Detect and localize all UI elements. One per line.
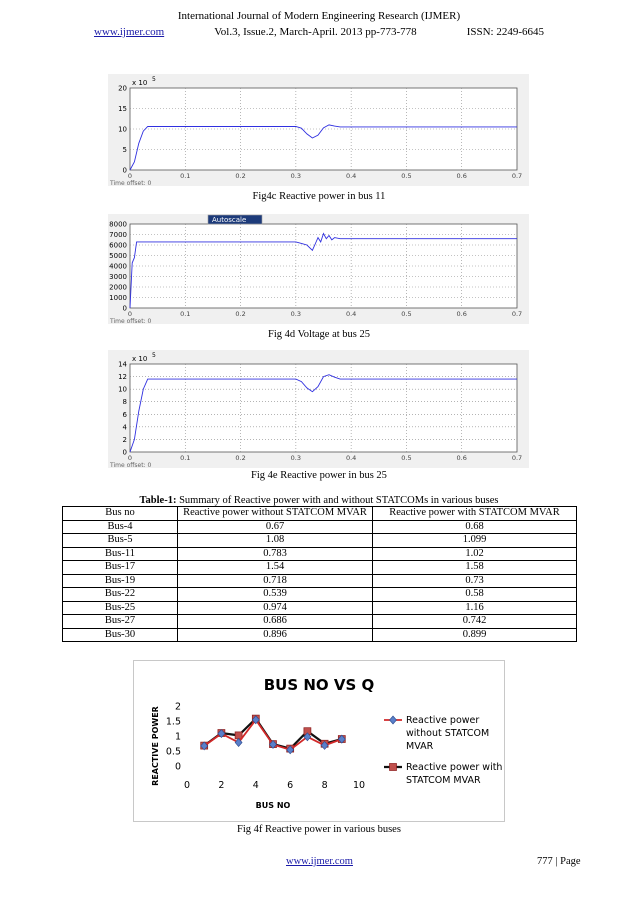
x-tick-label: 0.5 [401,172,412,180]
table-row [63,561,577,575]
cell-without-statcom: 0.896 [178,628,373,642]
legend-marker-without-statcom [390,716,397,724]
cell-without-statcom: 0.783 [178,547,373,561]
y-tick-label: 6000 [109,241,127,250]
x-tick-label: 0.3 [290,310,302,318]
cell-bus-no: Bus-5 [63,534,178,548]
y-tick-label: 7000 [109,231,127,239]
footer-site-link[interactable]: www.ijmer.com [286,856,353,867]
x-tick-label: 8 [321,780,328,791]
fig4f-caption: Fig 4f Reactive power in various buses [237,824,401,835]
y-tick-label: 20 [118,84,127,93]
y-tick-label: 10 [118,385,127,394]
chart-title: BUS NO VS Q [263,676,375,694]
autoscale-button[interactable] [208,215,262,224]
x-tick-label: 0.5 [401,310,412,318]
x-tick-label: 0.7 [511,172,523,180]
x-tick-label: 0.6 [456,172,467,180]
cell-with-statcom: 0.68 [373,520,577,534]
cell-with-statcom: 0.73 [373,574,577,588]
x-tick-label: 0.6 [456,310,467,318]
cell-bus-no: Bus-17 [63,561,178,575]
y-tick-label: 12 [118,373,127,382]
cell-bus-no: Bus-4 [63,520,178,534]
y-tick-label: 0 [122,448,127,457]
x-tick-label: 0.7 [511,454,523,462]
table-caption [0,495,638,506]
cell-with-statcom: 1.02 [373,547,577,561]
cell-bus-no: Bus-27 [63,615,178,629]
x-tick-label: 0.3 [290,172,302,180]
x-tick-label: 0.4 [345,172,357,180]
cell-without-statcom: 0.974 [178,601,373,615]
cell-with-statcom: 0.742 [373,615,577,629]
y-tick-label: 8000 [109,220,127,229]
x-tick-label: 0 [127,172,133,180]
table-body [63,520,577,642]
cell-with-statcom: 1.16 [373,601,577,615]
time-offset-label: Time offset: 0 [110,318,152,324]
cell-with-statcom: 1.58 [373,561,577,575]
y-tick-label: 1000 [109,294,127,302]
y-tick-label: 15 [118,105,127,113]
cell-with-statcom: 1.099 [373,534,577,548]
x-tick-label: 0 [127,310,133,318]
axis-exponent: 5 [152,352,156,359]
plot-voltage-bus-25 [108,214,529,324]
header-bus-no: Bus no [63,507,178,521]
y-tick-label: 0.5 [165,746,181,758]
x-tick-label: 0.7 [511,310,523,318]
x-tick-label: 0.1 [180,172,191,180]
cell-bus-no: Bus-30 [63,628,178,642]
plot-canvas [108,214,529,324]
x-tick-label: 4 [252,780,259,791]
legend-label-without-statcom: Reactive power without STATCOM MVAR [406,715,490,752]
x-tick-label: 2 [218,780,225,791]
cell-without-statcom: 1.08 [178,534,373,548]
x-tick-label: 10 [352,780,366,791]
y-tick-label: 3000 [109,273,127,281]
x-tick-label: 0.2 [235,310,246,318]
header-with-statcom: Reactive power with STATCOM MVAR [373,507,577,521]
header-without-statcom: Reactive power without STATCOM MVAR [178,507,373,521]
bus-vs-q-chart [133,660,505,822]
x-tick-label: 6 [287,780,294,791]
journal-site-link[interactable]: www.ijmer.com [94,26,165,38]
y-tick-label: 1 [174,731,181,743]
journal-info-line [94,26,544,38]
table-caption-label: Table-1: [139,495,177,506]
cell-without-statcom: 0.67 [178,520,373,534]
plot-reactive-power-bus-11 [108,74,529,186]
plot-canvas [108,74,529,186]
autoscale-button-label: Autoscale [212,216,247,224]
cell-bus-no: Bus-11 [63,547,178,561]
table-caption-text: Summary of Reactive power with and without STATCOMs in various buses [176,495,499,506]
fig4d-caption: Fig 4d Voltage at bus 25 [268,329,370,340]
cell-without-statcom: 0.718 [178,574,373,588]
y-tick-label: 4 [122,423,127,432]
x-tick-label: 0.2 [235,454,246,462]
table-row [63,628,577,642]
table-row [63,601,577,615]
journal-volume: Vol.3, Issue.2, March-April. 2013 pp-773-778 [214,26,417,38]
x-axis-label: BUS NO [255,801,291,810]
cell-without-statcom: 0.539 [178,588,373,602]
y-tick-label: 0 [122,304,127,313]
cell-with-statcom: 0.899 [373,628,577,642]
legend-marker-with-statcom [390,764,397,771]
reactive-power-table [62,506,577,642]
journal-issn: ISSN: 2249-6645 [466,26,544,38]
plot-canvas [108,350,529,468]
x-tick-label: 0.3 [290,454,302,462]
y-tick-label: 1.5 [165,716,181,728]
axis-exponent-base: x 10 [132,79,148,87]
table-row [63,520,577,534]
y-tick-label: 0 [122,166,127,175]
y-tick-label: 6 [122,410,127,419]
table-row [63,574,577,588]
time-offset-label: Time offset: 0 [110,180,152,186]
plot-area [130,224,517,308]
y-tick-label: 5000 [109,252,127,260]
y-tick-label: 4000 [109,262,127,271]
cell-bus-no: Bus-19 [63,574,178,588]
x-tick-label: 0.4 [345,310,357,318]
x-tick-label: 0 [127,454,133,462]
legend-label-with-statcom: Reactive power with STATCOM MVAR [406,762,503,786]
plot-area [130,88,517,170]
journal-title: International Journal of Modern Engineering Research (IJMER) [177,10,461,22]
x-tick-label: 0 [183,780,191,791]
y-tick-label: 14 [118,360,127,369]
x-tick-label: 0.6 [456,454,467,462]
y-tick-label: 0 [174,761,181,773]
y-tick-label: 10 [118,125,127,134]
y-tick-label: 8 [122,398,127,407]
table-row [63,615,577,629]
chart-legend [384,715,502,786]
x-tick-label: 0.2 [235,172,246,180]
table-row [63,534,577,548]
y-tick-label: 2 [122,435,127,444]
time-offset-label: Time offset: 0 [110,462,152,468]
y-tick-label: 2 [174,701,181,713]
x-tick-label: 0.5 [401,454,412,462]
y-tick-label: 5 [122,146,127,154]
chart-canvas [134,661,504,821]
page-number: 777 | Page [537,856,581,867]
x-tick-label: 0.1 [180,310,191,318]
plot-reactive-power-bus-25 [108,350,529,468]
y-tick-label: 2000 [109,283,127,292]
cell-bus-no: Bus-25 [63,601,178,615]
x-tick-label: 0.4 [345,454,357,462]
axis-exponent: 5 [152,76,156,83]
cell-with-statcom: 0.58 [373,588,577,602]
cell-without-statcom: 0.686 [178,615,373,629]
cell-bus-no: Bus-22 [63,588,178,602]
x-tick-label: 0.1 [180,454,191,462]
cell-without-statcom: 1.54 [178,561,373,575]
axis-exponent-base: x 10 [132,355,148,363]
y-axis-label: REACTIVE POWER [151,706,160,786]
table-row [63,547,577,561]
fig4e-caption: Fig 4e Reactive power in bus 25 [251,470,387,481]
fig4c-caption: Fig4c Reactive power in bus 11 [252,191,386,202]
table-header-row [63,507,577,521]
table-row [63,588,577,602]
